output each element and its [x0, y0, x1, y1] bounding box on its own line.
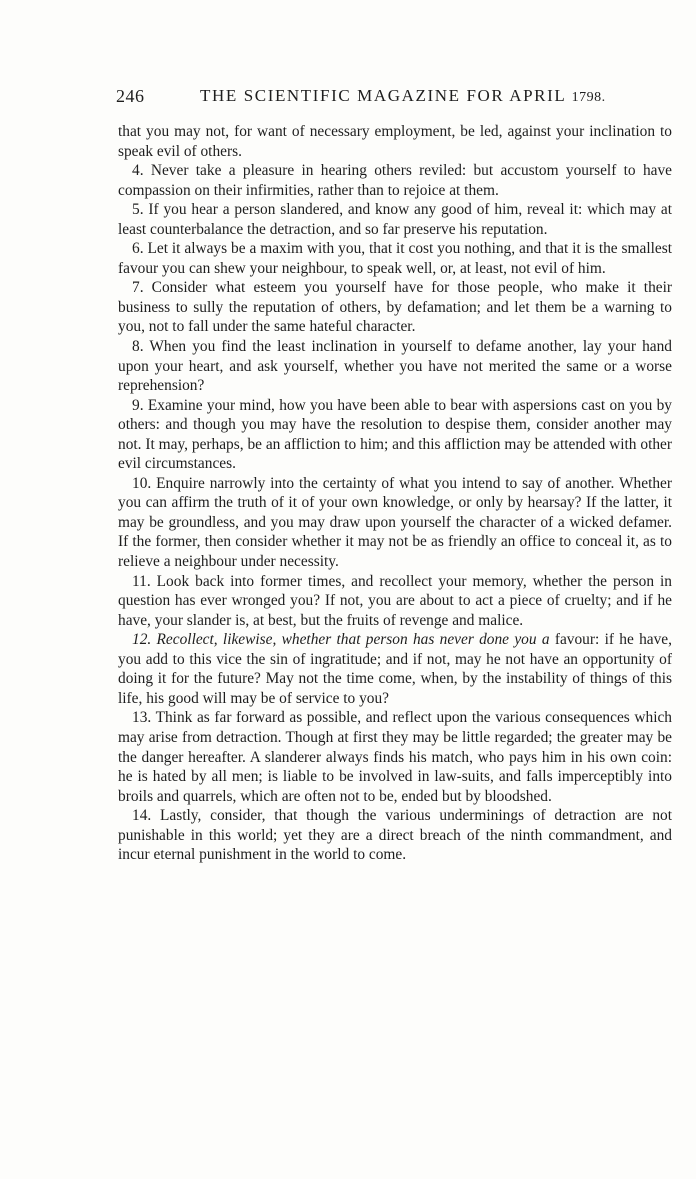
paragraph-rule-12: [118, 630, 672, 708]
paragraph-rule-4: 4. Never take a pleasure in hearing others reviled: but accustom yourself to have compassion on their infirmities, rather than to rejoice at them.: [118, 162, 672, 199]
rule-12-italic-lead: 12. Recollect, likewise, whether that person has never done you a: [132, 631, 550, 649]
paragraph-rule-10: 10. Enquire narrowly into the certainty of what you intend to say of another. Whether you can affirm the truth of it of your own knowledge, or only by hearsay? If the latter, it may be groundless, and you may draw upon yourself the character of a wicked defamer. If the former, then consider whether it may not be as friendly an office to conceal it, as to relieve a neighbour under necessity.: [118, 474, 672, 571]
page-number: 246: [116, 86, 145, 106]
paragraph-rule-9: 9. Examine your mind, how you have been able to bear with aspersions cast on you by others: and though you may have the resolution to despise them, consider another may not. It may, perhaps, be an affliction to him; and this affliction may be attended with other evil circumstances.: [118, 396, 672, 473]
magazine-title: THE SCIENTIFIC MAGAZINE FOR APRIL: [200, 86, 566, 105]
paragraph-rule-11: 11. Look back into former times, and recollect your memory, whether the person in question has ever wronged you? If not, you are about to act a piece of cruelty; and if he have, your slander is, at best, but the fruits of revenge and malice.: [118, 572, 672, 629]
rule-12-text: favour: if he have, you add to this vice the sin of ingratitude; and if not, may he not have an opportunity of doing it for the future? May not the time come, when, by the instability of things of this life, his good will may be of service to you?: [118, 631, 672, 707]
paragraph-rule-8: 8. When you find the least inclination in yourself to defame another, lay your hand upon your heart, and ask yourself, whether you have not merited the same or a worse reprehension?: [118, 338, 672, 395]
running-title: [200, 86, 606, 106]
paragraph-rule-6: 6. Let it always be a maxim with you, that it cost you nothing, and that it is the smallest favour you can shew your neighbour, to speak well, or, at least, not evil of him.: [118, 240, 672, 277]
paragraph-rule-5: 5. If you hear a person slandered, and know any good of him, reveal it: which may at least counterbalance the detraction, and so far preserve his reputation.: [118, 201, 672, 238]
issue-year: 1798.: [571, 90, 606, 105]
paragraph-rule-14: 14. Lastly, consider, that though the various underminings of detraction are not punishable in this world; yet they are a direct breach of the ninth commandment, and incur eternal punishment in the world to come.: [118, 807, 672, 864]
paragraph-rule-13: 13. Think as far forward as possible, and reflect upon the various consequences which may arise from detraction. Though at first they may be little regarded; the greater may be the danger hereafter. A slanderer always finds his match, who pays him in his own coin: he is hated by all men; is liable to be involved in law-suits, and falls imperceptibly into broils and quarrels, which are often not to be, ended but by bloodshed.: [118, 709, 672, 805]
paragraph-continuation: that you may not, for want of necessary employment, be led, against your inclination to speak evil of others.: [118, 123, 672, 160]
running-head: [116, 86, 681, 108]
paragraph-rule-7: 7. Consider what esteem you yourself have for those people, who make it their business to sully the reputation of others, by defamation; and let them be a warning to you, not to fall under the same hateful character.: [118, 279, 672, 336]
article-body: [118, 122, 672, 865]
